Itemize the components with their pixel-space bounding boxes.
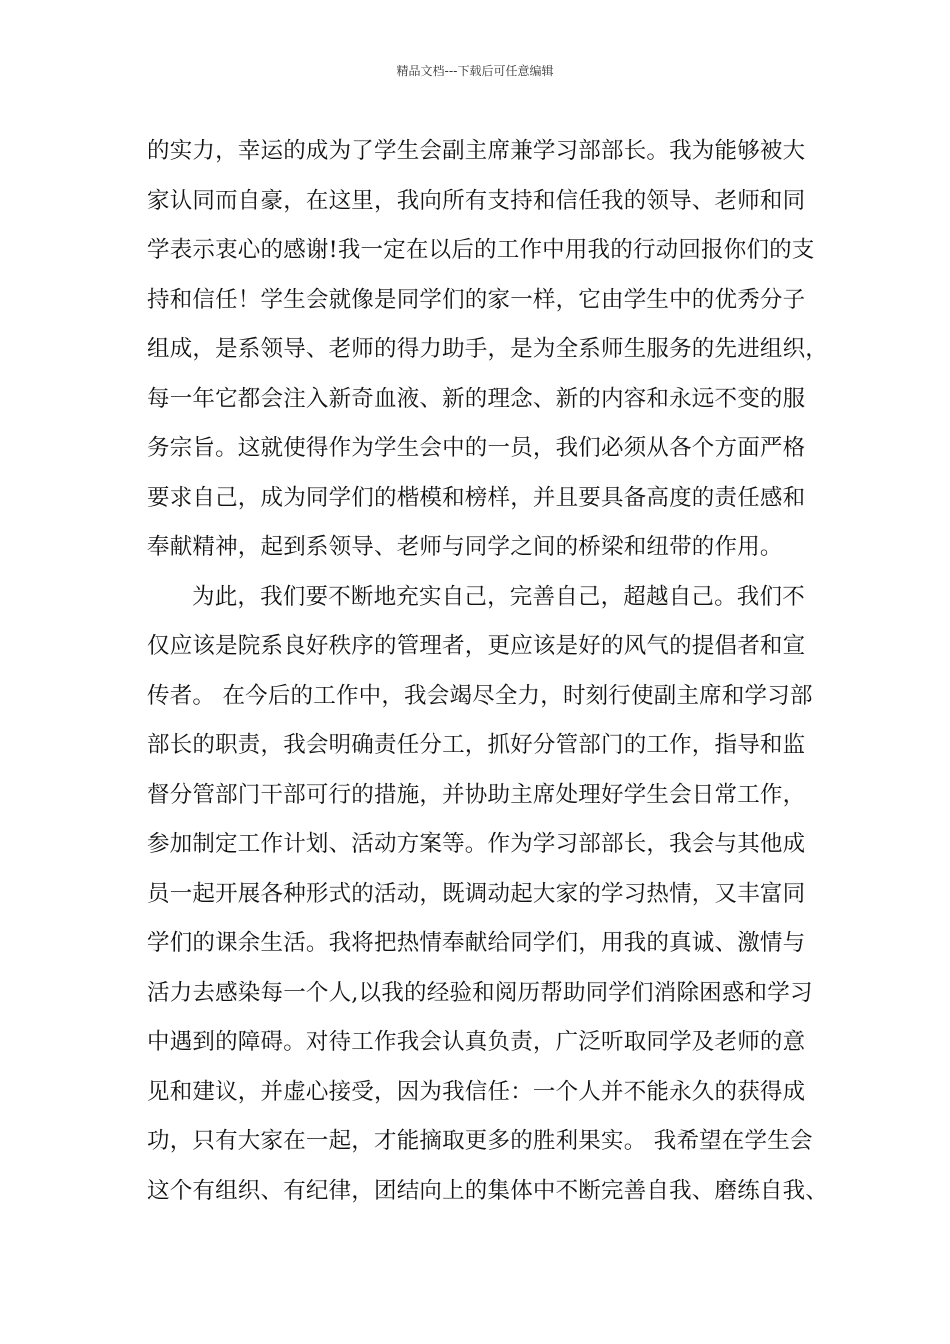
text-line: 部长的职责，我会明确责任分工，抓好分管部门的工作，指导和监: [147, 732, 806, 758]
text-line: 功，只有大家在一起，才能摘取更多的胜利果实。 我希望在学生会: [147, 1128, 813, 1154]
text-line: 仅应该是院系良好秩序的管理者，更应该是好的风气的提倡者和宣: [147, 633, 806, 659]
paragraph-start-line: 为此，我们要不断地充实自己，完善自己，超越自己。我们不: [192, 583, 805, 610]
text-line: 学们的课余生活。我将把热情奉献给同学们，用我的真诚、激情与: [147, 930, 806, 956]
document-body: [147, 127, 829, 1216]
text-line: 奉献精神，起到系领导、老师与同学之间的桥梁和纽带的作用。: [147, 534, 783, 560]
text-line: 督分管部门干部可行的措施，并协助主席处理好学生会日常工作，: [147, 781, 806, 808]
text-line: 每一年它都会注入新奇血液、新的理念、新的内容和永远不变的服: [147, 385, 806, 412]
text-line: 务宗旨。这就使得作为学生会中的一员，我们必须从各个方面严格: [147, 435, 806, 461]
text-line: 传者。 在今后的工作中，我会竭尽全力，时刻行使副主席和学习部: [147, 682, 813, 709]
text-line: 员一起开展各种形式的活动，既调动起大家的学习热情，又丰富同: [147, 880, 806, 907]
text-line: 的实力，幸运的成为了学生会副主席兼学习部部长。我为能够被大: [147, 138, 806, 164]
text-line: 组成，是系领导、老师的得力助手，是为全系师生服务的先进组织，: [147, 336, 829, 362]
page-header: 精品文档---下载后可任意编辑: [396, 64, 554, 78]
text-line: 要求自己，成为同学们的楷模和榜样，并且要具备高度的责任感和: [147, 484, 806, 511]
text-line: 家认同而自豪，在这里，我向所有支持和信任我的领导、老师和同: [147, 187, 806, 214]
text-line: 见和建议，并虚心接受，因为我信任：一个人并不能永久的获得成: [147, 1078, 806, 1105]
text-line: 持和信任！学生会就像是同学们的家一样，它由学生中的优秀分子: [147, 286, 806, 313]
text-line: 学表示衷心的感谢!我一定在以后的工作中用我的行动回报你们的支: [147, 237, 815, 263]
text-line: 参加制定工作计划、活动方案等。作为学习部部长，我会与其他成: [147, 831, 806, 857]
text-line: 中遇到的障碍。对待工作我会认真负责，广泛听取同学及老师的意: [147, 1029, 806, 1055]
text-line: 活力去感染每一个人,以我的经验和阅历帮助同学们消除困惑和学习: [147, 979, 813, 1006]
text-line: 这个有组织、有纪律，团结向上的集体中不断完善自我、磨练自我、: [147, 1177, 829, 1204]
